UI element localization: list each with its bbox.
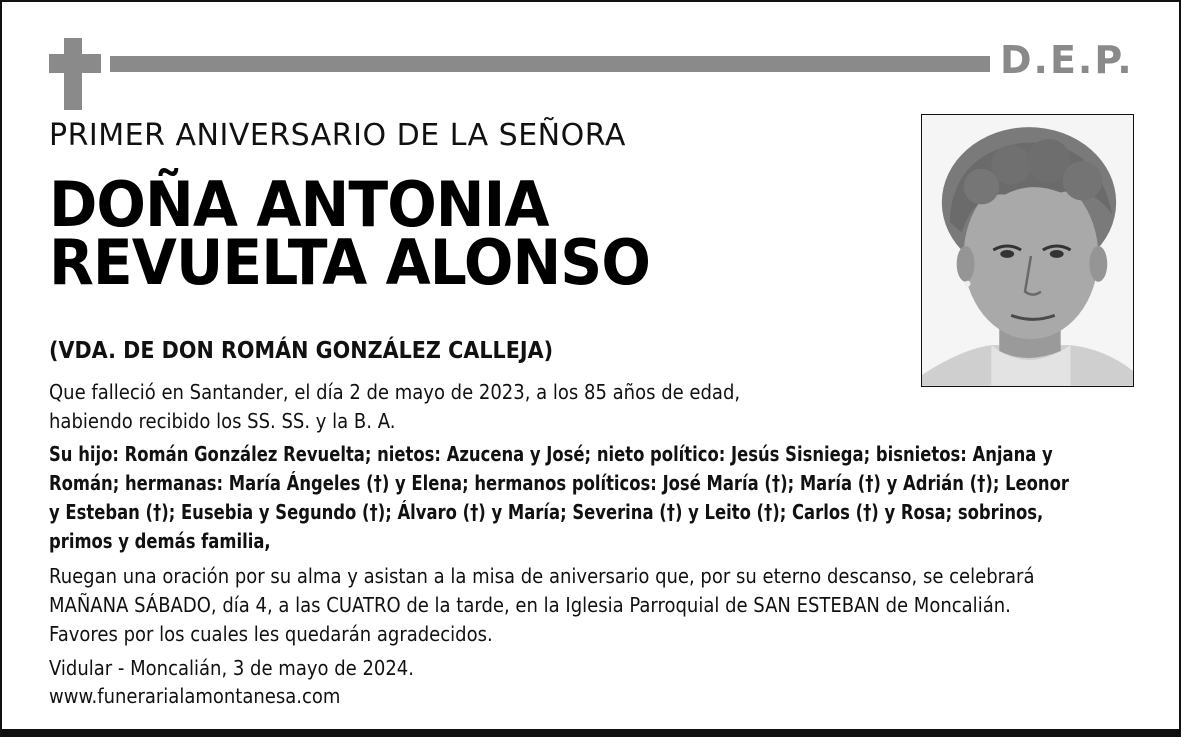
- mass-request: [49, 562, 1035, 649]
- header-rule: [110, 56, 990, 72]
- text-line: Ruegan una oración por su alma y asistan a la misa de aniversario que, por su eterno descanso, se celebrará: [49, 564, 1035, 588]
- deceased-name-line2: REVUELTA ALONSO: [49, 226, 650, 299]
- text-line: habiendo recibido los SS. SS. y la B. A.: [49, 409, 396, 433]
- deceased-name-line1: DOÑA ANTONIA: [49, 168, 549, 241]
- death-details: [49, 378, 740, 436]
- text-line: Román; hermanas: María Ángeles (†) y Elena; hermanos políticos: José María (†); María (†) y Adrián (†); Leonor: [49, 471, 1069, 495]
- text-line: MAÑANA SÁBADO, día 4, a las CUATRO de la tarde, en la Iglesia Parroquial de SAN ESTEBAN de Moncalián.: [49, 593, 1011, 617]
- dep-label: D.E.P.: [1000, 38, 1134, 82]
- family-list: [49, 440, 1069, 556]
- widow-of-line: (VDA. DE DON ROMÁN GONZÁLEZ CALLEJA): [49, 338, 554, 364]
- website-link[interactable]: www.funerarialamontanesa.com: [49, 684, 341, 708]
- portrait-photo: [921, 114, 1134, 387]
- text-line: y Esteban (†); Eusebia y Segundo (†); Álvaro (†) y María; Severina (†) y Leito (†); Carlos (†) y Rosa; sobrinos,: [49, 500, 1044, 524]
- text-line: Favores por los cuales les quedarán agradecidos.: [49, 622, 493, 646]
- place-and-date: [49, 654, 414, 710]
- cross-icon: [64, 38, 82, 110]
- bottom-border: [2, 729, 1179, 737]
- text-line: primos y demás familia,: [49, 529, 271, 553]
- place-date-line: Vidular - Moncalián, 3 de mayo de 2024.: [49, 656, 414, 680]
- notice-subtitle: PRIMER ANIVERSARIO DE LA SEÑORA: [49, 118, 626, 153]
- text-line: Su hijo: Román González Revuelta; nietos: Azucena y José; nieto político: Jesús Sisniega; bisnietos: Anjana y: [49, 442, 1053, 466]
- portrait-image: [922, 115, 1133, 386]
- text-line: Que falleció en Santander, el día 2 de mayo de 2023, a los 85 años de edad,: [49, 380, 741, 404]
- cross-icon-bar: [49, 54, 101, 73]
